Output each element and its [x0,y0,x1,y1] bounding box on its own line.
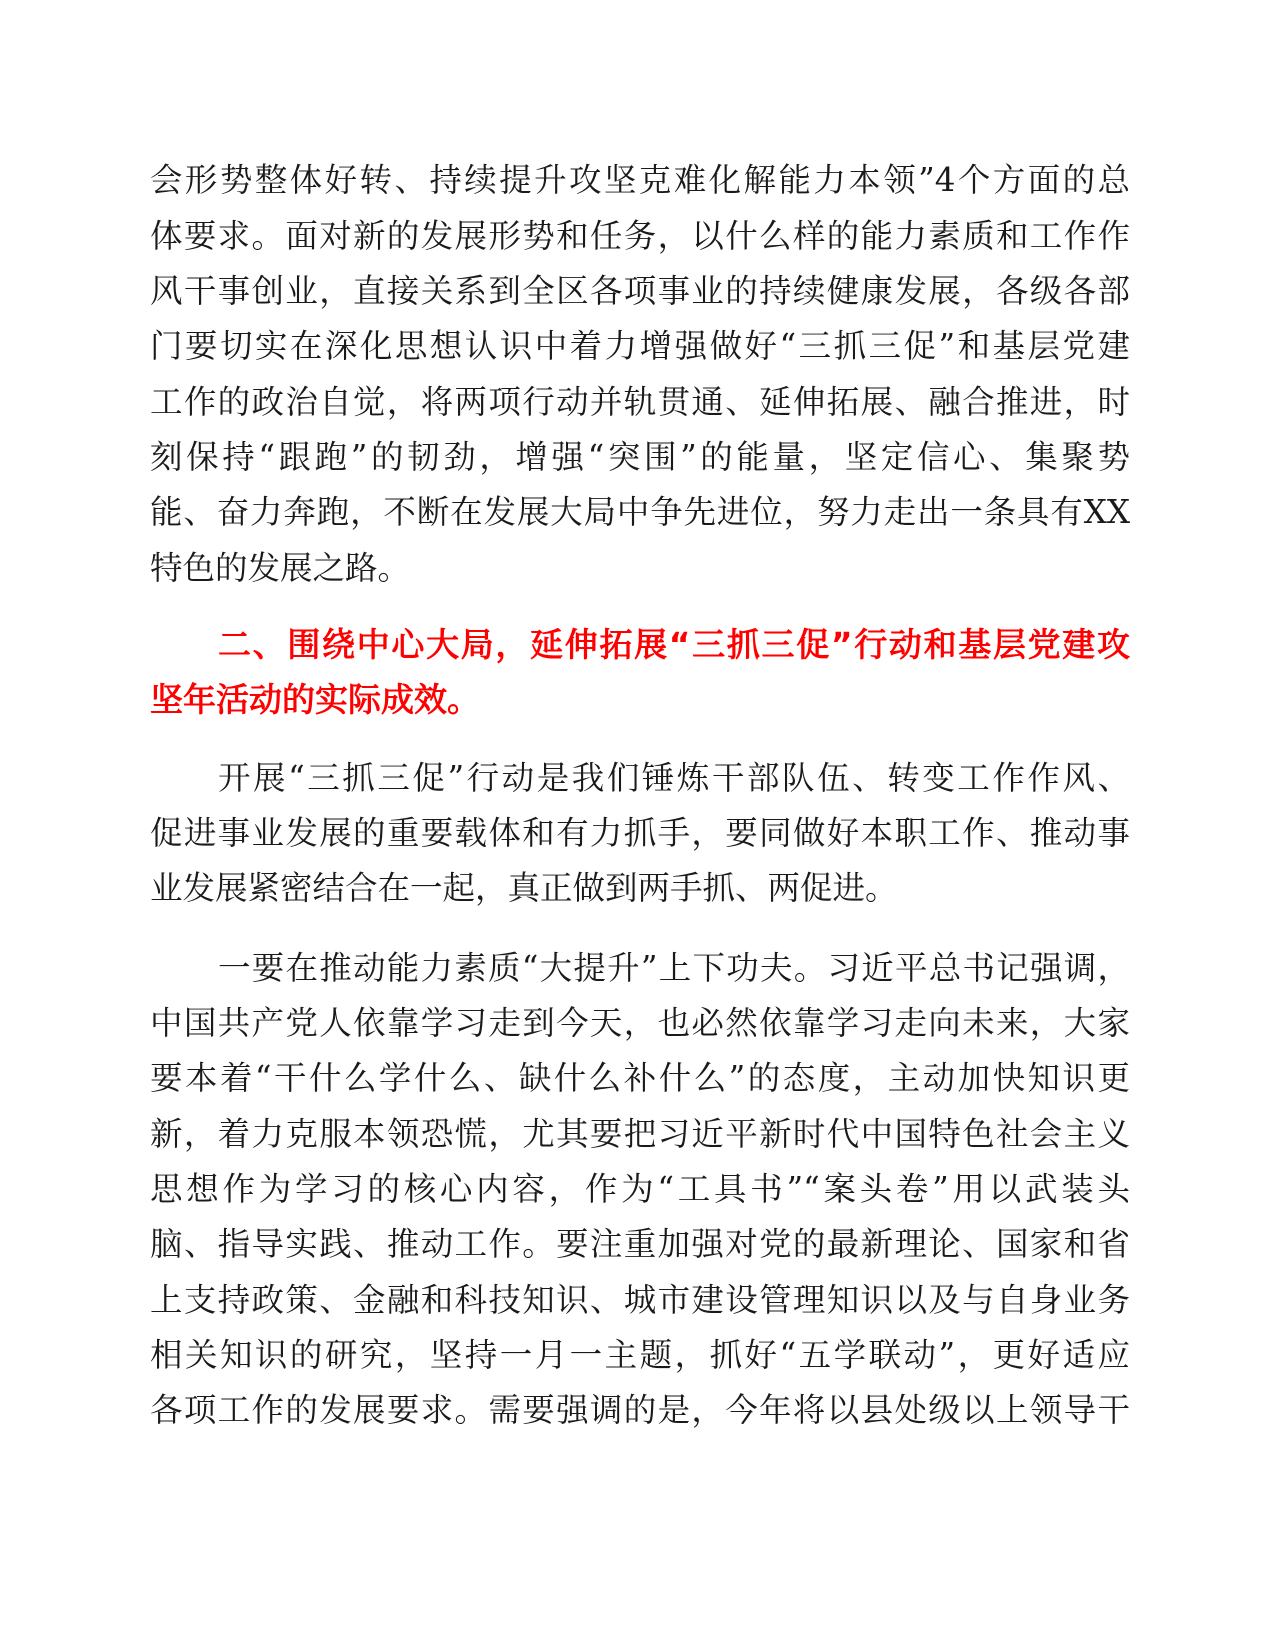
paragraph-4-line-5: 思想作为学习的核心内容，作为“工具书”“案头卷”用以武装头 [150,1170,1130,1208]
paragraph-1-line-6: 刻保持“跟跑”的韧劲，增强“突围”的能量，坚定信心、集聚势 [150,438,1130,476]
paragraph-1-line-1: 会形势整体好转、持续提升攻坚克难化解能力本领”4个方面的总 [150,161,1130,199]
paragraph-4-line-7: 上支持政策、金融和科技知识、城市建设管理知识以及与自身业务 [150,1281,1130,1319]
paragraph-1-line-8: 特色的发展之路。 [150,549,411,587]
paragraph-1-line-3: 风干事创业，直接关系到全区各项事业的持续健康发展，各级各部 [150,272,1130,310]
paragraph-3-line-2: 促进事业发展的重要载体和有力抓手，要同做好本职工作、推动事 [150,814,1130,852]
paragraph-4-line-3: 要本着“干什么学什么、缺什么补什么”的态度，主动加快知识更 [150,1059,1130,1097]
paragraph-4-line-8: 相关知识的研究，坚持一月一主题，抓好“五学联动”，更好适应 [150,1336,1130,1374]
paragraph-3-line-1: 开展“三抓三促”行动是我们锤炼干部队伍、转变工作作风、 [218,759,1130,797]
paragraph-4-line-2: 中国共产党人依靠学习走到今天，也必然依靠学习走向未来，大家 [150,1004,1130,1042]
paragraph-4-line-6: 脑、指导实践、推动工作。要注重加强对党的最新理论、国家和省 [150,1225,1130,1263]
paragraph-4-line-1: 一要在推动能力素质“大提升”上下功夫。习近平总书记强调， [218,949,1130,987]
paragraph-4-line-9: 各项工作的发展要求。需要强调的是，今年将以县处级以上领导干 [150,1391,1130,1429]
paragraph-3-line-3: 业发展紧密结合在一起，真正做到两手抓、两促进。 [150,869,898,907]
paragraph-4-line-4: 新，着力克服本领恐慌，尤其要把习近平新时代中国特色社会主义 [150,1115,1130,1153]
paragraph-1-line-5: 工作的政治自觉，将两项行动并轨贯通、延伸拓展、融合推进，时 [150,383,1130,421]
paragraph-1-line-2: 体要求。面对新的发展形势和任务，以什么样的能力素质和工作作 [150,217,1130,255]
paragraph-1-line-4: 门要切实在深化思想认识中着力增强做好“三抓三促”和基层党建 [150,327,1130,365]
section-heading-line-1: 二、围绕中心大局，延伸拓展“三抓三促”行动和基层党建攻 [218,625,1130,664]
paragraph-1-line-7: 能、奋力奔跑，不断在发展大局中争先进位，努力走出一条具有XX [150,493,1130,531]
section-heading-line-2: 坚年活动的实际成效。 [150,680,480,719]
